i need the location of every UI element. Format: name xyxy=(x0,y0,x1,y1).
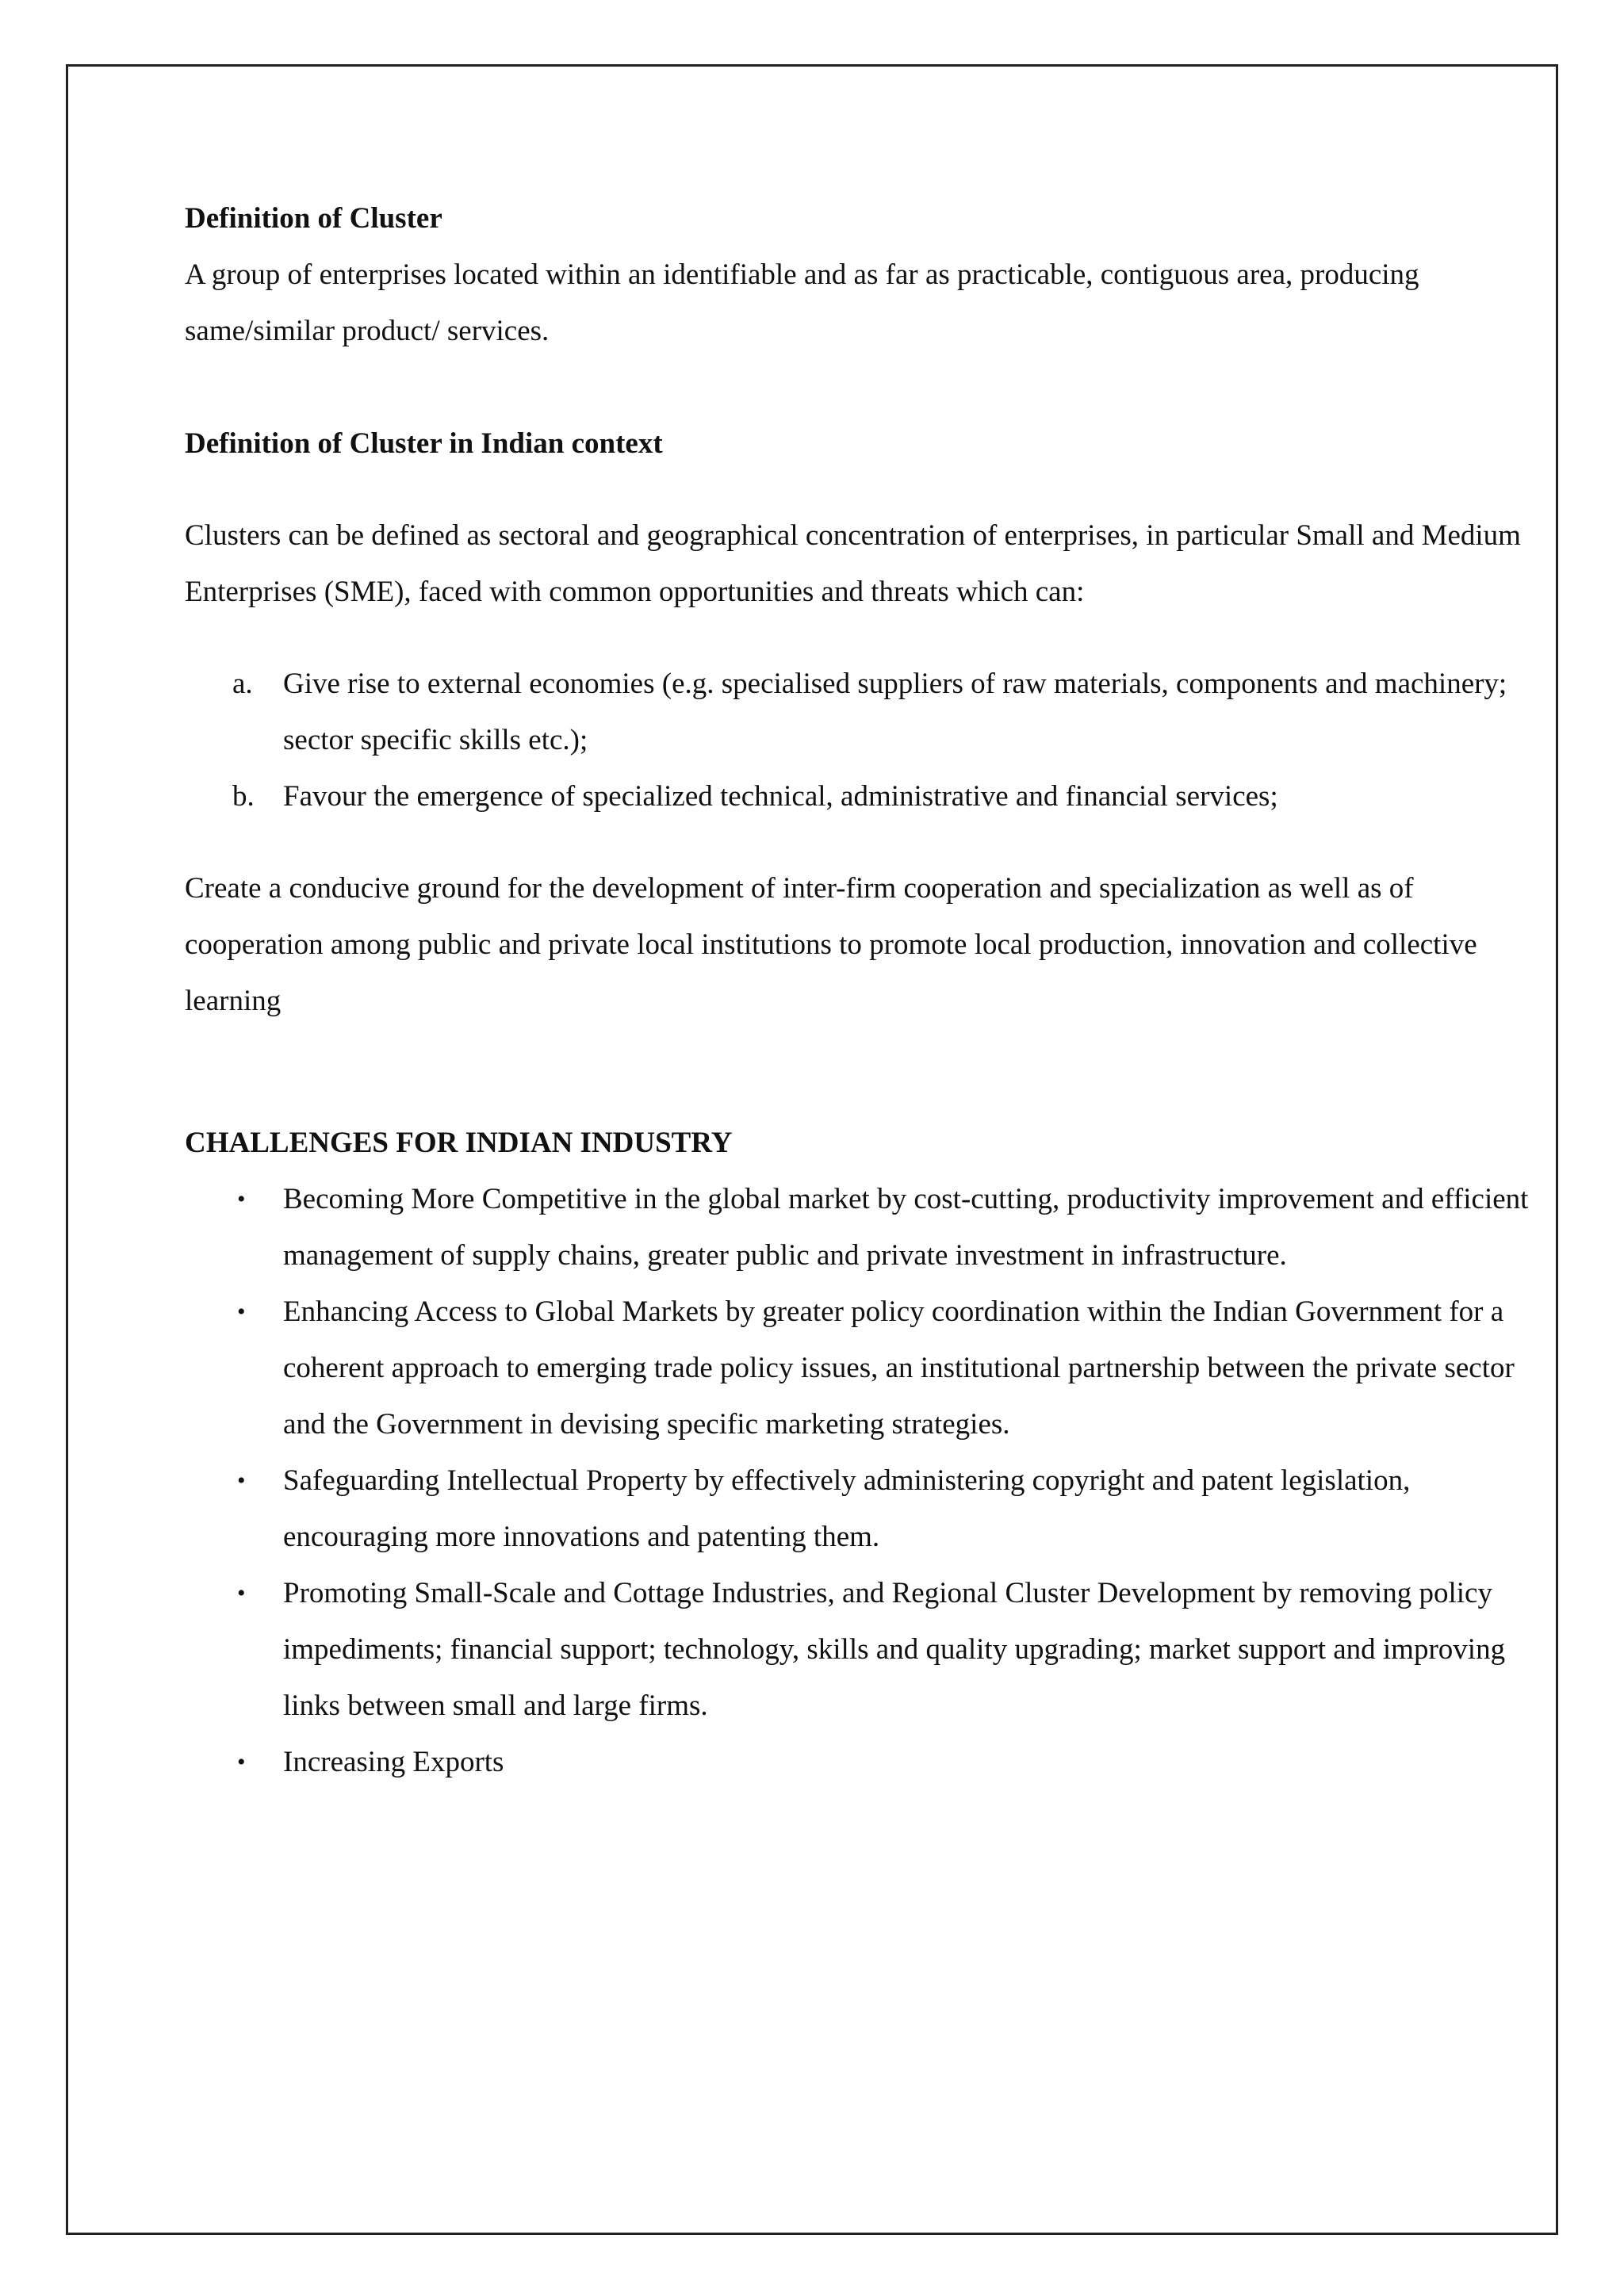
list-item-text: Promoting Small-Scale and Cottage Industries, and Regional Cluster Development by removing policy impediments; financial support; technology, skills and quality upgrading; market support and improving links between small and large firms. xyxy=(283,1577,1506,1722)
heading-challenges: CHALLENGES FOR INDIAN INDUSTRY xyxy=(185,1127,733,1159)
list-item-text: Favour the emergence of specialized technical, administrative and financial services; xyxy=(283,780,1278,813)
list-item xyxy=(185,1565,1533,1734)
bullet-icon: • xyxy=(237,1468,246,1494)
challenges-list xyxy=(185,1171,1533,1790)
bullet-icon: • xyxy=(237,1749,246,1775)
document-body xyxy=(185,190,1533,1790)
list-marker: a. xyxy=(232,668,253,700)
heading-indian-context: Definition of Cluster in Indian context xyxy=(185,427,663,460)
list-item xyxy=(185,656,1533,768)
list-item xyxy=(185,1171,1533,1284)
list-item-text: Enhancing Access to Global Markets by greater policy coordination within the Indian Government for a coherent approach to emerging trade policy issues, an institutional partnership between the private sector and the Government in devising specific marketing strategies. xyxy=(283,1295,1515,1441)
list-marker: b. xyxy=(232,780,255,813)
list-item-text: Safeguarding Intellectual Property by effectively administering copyright and patent legislation, encouraging more innovations and patenting them. xyxy=(283,1464,1411,1553)
bullet-icon: • xyxy=(237,1580,246,1606)
list-item xyxy=(185,1284,1533,1452)
heading-definition-of-cluster: Definition of Cluster xyxy=(185,202,442,235)
context-closing-text: Create a conducive ground for the development of inter-firm cooperation and specialization as well as of cooperation among public and private local institutions to promote local production, innovation and collective learning xyxy=(185,872,1477,1017)
list-item-text: Increasing Exports xyxy=(283,1746,504,1778)
context-effects-list xyxy=(185,656,1533,825)
bullet-icon: • xyxy=(237,1186,246,1212)
list-item xyxy=(185,1452,1533,1565)
list-item xyxy=(185,1734,1533,1790)
list-item-text: Give rise to external economies (e.g. specialised suppliers of raw materials, components and machinery; sector specific skills etc.); xyxy=(283,668,1507,756)
list-item xyxy=(185,768,1533,825)
list-item-text: Becoming More Competitive in the global market by cost-cutting, productivity improvement and efficient management of supply chains, greater public and private investment in infrastructure. xyxy=(283,1183,1529,1272)
indian-context-intro: Clusters can be defined as sectoral and geographical concentration of enterprises, in particular Small and Medium Enterprises (SME), faced with common opportunities and threats which can: xyxy=(185,519,1521,608)
bullet-icon: • xyxy=(237,1299,246,1325)
cluster-definition-text: A group of enterprises located within an identifiable and as far as practicable, contiguous area, producing same/similar product/ services. xyxy=(185,258,1419,347)
